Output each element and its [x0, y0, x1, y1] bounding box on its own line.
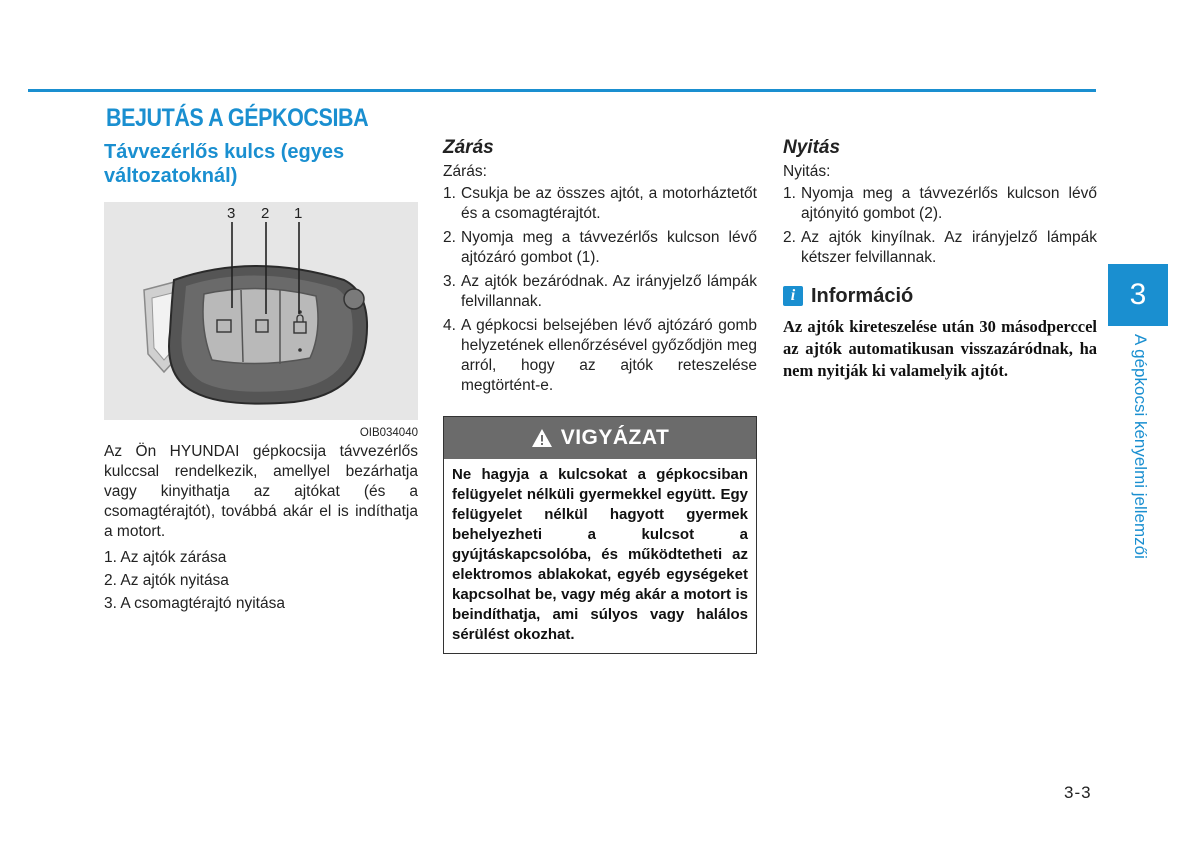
warning-header [444, 417, 756, 459]
list-item: 2. Nyomja meg a távvezérlős kulcson lévő ajtózáró gombot (1). [443, 229, 757, 266]
warning-triangle-icon [531, 428, 553, 448]
callout-3: 3 [227, 205, 236, 222]
list-item: 1. Csukja be az összes ajtót, a motorháztetőt és a csomagtérajtót. [443, 185, 757, 222]
info-text: Az ajtók kireteszelése után 30 másodperccel az ajtók automatikusan visszazáródnak, ha nem nyitják ki valamelyik ajtót. [783, 317, 1097, 380]
warning-box [443, 416, 757, 654]
warning-text: Ne hagyja a kulcsokat a gépkocsiban felügyelet nélküli gyermekkel együtt. Egy felügyelet nélkül hagyott gyermek behelyezheti a kulcsot a gyújtáskapcsolóba, és működtetheti az elektromos ablakokat, egyéb egységeket kapcsolhat be, vagy még akár a motort is beindíthatja, ami súlyos vagy halálos sérülést okozhat. [452, 466, 748, 643]
list-item: 2. Az ajtók kinyílnak. Az irányjelző lámpák kétszer felvillannak. [783, 229, 1097, 266]
list-item: 1. Az ajtók zárása [104, 549, 227, 566]
unlocking-lead: Nyitás: [783, 163, 831, 180]
list-item: 4. A gépkocsi belsejében lévő ajtózáró gomb helyzetének ellenőrzésével győződjön meg arról, hogy az ajtók reteszelése megtörtént-e. [443, 317, 757, 394]
section-title: BEJUTÁS A GÉPKOCSIBA [106, 104, 369, 132]
locking-heading: Zárás [443, 137, 494, 158]
chapter-label: A gépkocsi kényelmi jellemzői [1131, 334, 1150, 559]
key-fob-illustration [104, 202, 418, 420]
button-list [104, 548, 418, 614]
unlocking-steps [783, 184, 1097, 268]
page-number: 3-3 [1064, 783, 1092, 802]
intro-paragraph: Az Ön HYUNDAI gépkocsija távvezérlős kulccsal rendelkezik, amellyel bezárhatja vagy kinyithatja az ajtókat (és a csomagtérajtót), továbbá akár el is indíthatja a motort. [104, 443, 418, 540]
chapter-tab: 3 [1108, 264, 1168, 326]
column-middle [443, 136, 757, 654]
callout-1: 1 [294, 205, 303, 222]
locking-lead: Zárás: [443, 163, 487, 180]
column-left [104, 140, 418, 617]
info-header [783, 286, 1097, 306]
list-item: 3. A csomagtérajtó nyitása [104, 595, 285, 612]
warning-title: VIGYÁZAT [560, 426, 670, 449]
list-item: 3. Az ajtók bezáródnak. Az irányjelző lámpák felvillannak. [443, 273, 757, 310]
info-icon: i [783, 286, 803, 306]
column-right [783, 136, 1097, 382]
subsection-title: Távvezérlős kulcs (egyes változatoknál) [104, 141, 345, 187]
figure-code: OIB034040 [359, 427, 418, 439]
locking-steps [443, 184, 757, 396]
list-item: 1. Nyomja meg a távvezérlős kulcson lévő ajtónyitó gombot (2). [783, 185, 1097, 222]
top-rule [28, 89, 1096, 92]
key-fob-svg [104, 202, 418, 420]
callout-2: 2 [261, 205, 270, 222]
unlocking-heading: Nyitás [783, 137, 841, 158]
list-item: 2. Az ajtók nyitása [104, 572, 229, 589]
info-title: Információ [811, 285, 914, 307]
